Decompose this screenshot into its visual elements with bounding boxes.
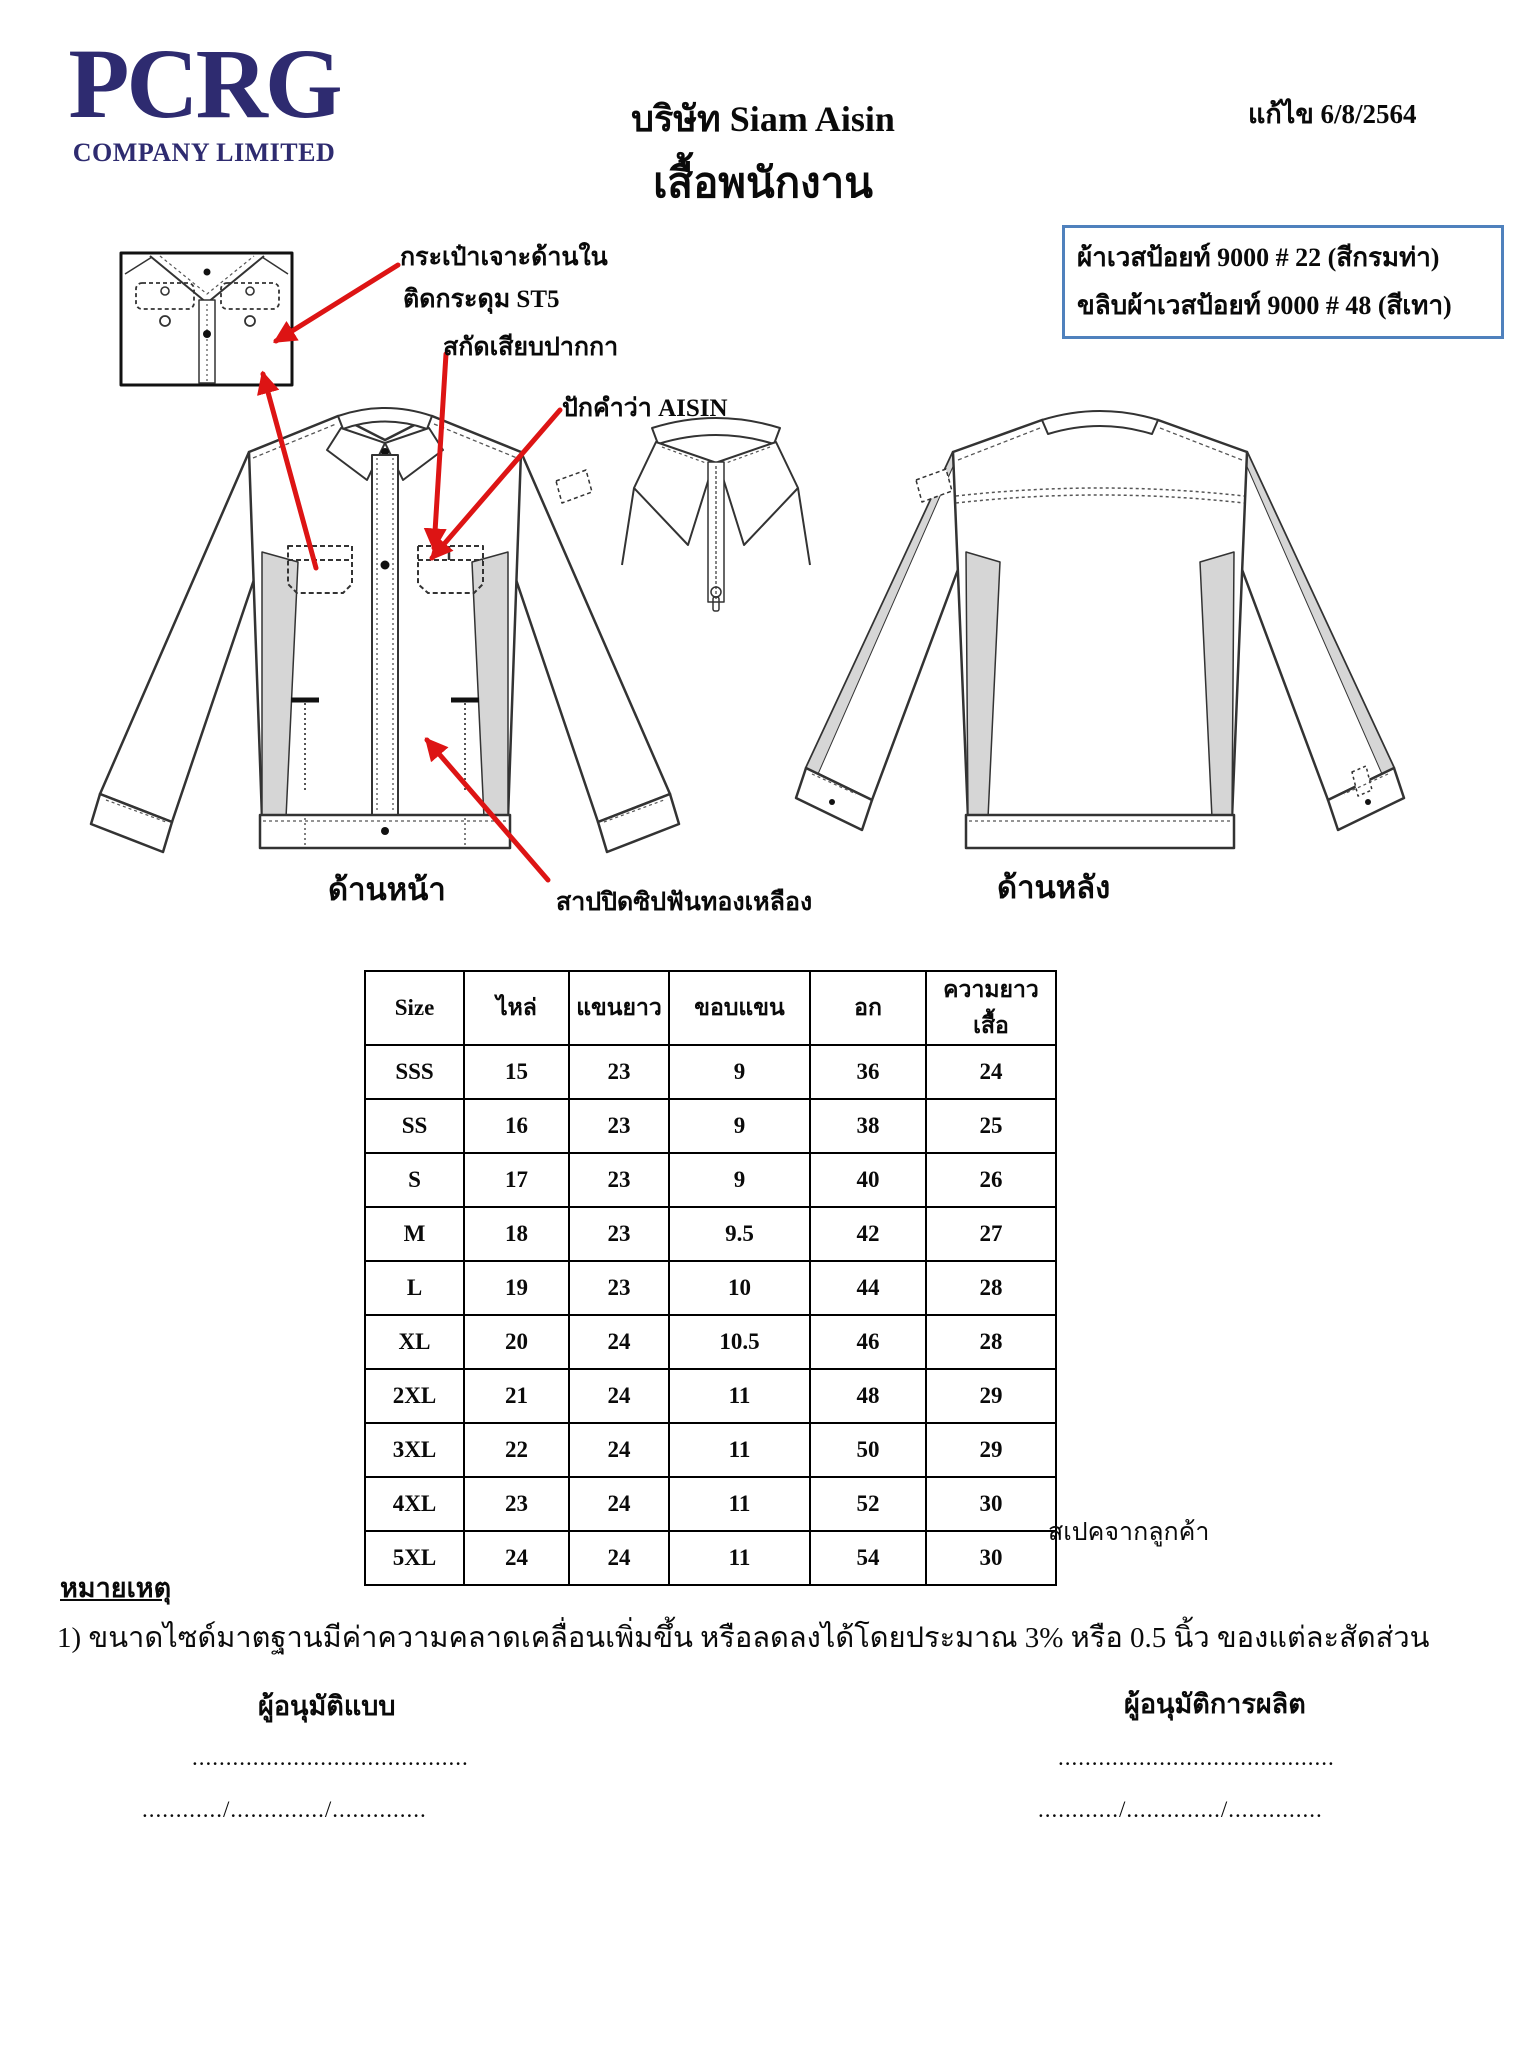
- table-cell: 23: [464, 1477, 569, 1531]
- front-view-drawing: [91, 408, 679, 852]
- design-date-line: ............/............../..............: [142, 1797, 427, 1822]
- table-cell: 27: [926, 1207, 1056, 1261]
- table-cell: 19: [464, 1261, 569, 1315]
- table-cell: 46: [810, 1315, 926, 1369]
- production-date-line: ............/............../..............: [1038, 1797, 1323, 1822]
- table-cell: 11: [669, 1423, 810, 1477]
- table-cell: 9.5: [669, 1207, 810, 1261]
- design-signature-line: .........................................: [192, 1745, 469, 1770]
- annotation-pen-slot: สกัดเสียบปากกา: [443, 334, 619, 361]
- table-cell: 16: [464, 1099, 569, 1153]
- table-cell: 2XL: [365, 1369, 464, 1423]
- table-cell: 24: [569, 1477, 669, 1531]
- design-approval-label: ผู้อนุมัติแบบ: [258, 1691, 396, 1721]
- table-cell: 52: [810, 1477, 926, 1531]
- revision-note: แก้ไข 6/8/2564: [1248, 99, 1417, 129]
- company-title: บริษัท Siam Aisin: [631, 99, 895, 139]
- table-cell: 38: [810, 1099, 926, 1153]
- table-row: [365, 1369, 1056, 1423]
- table-cell: 11: [669, 1369, 810, 1423]
- table-cell: 23: [569, 1099, 669, 1153]
- table-cell: S: [365, 1153, 464, 1207]
- back-view-drawing: [796, 411, 1404, 848]
- table-cell: 10.5: [669, 1315, 810, 1369]
- table-cell: 9: [669, 1045, 810, 1099]
- table-cell: 23: [569, 1045, 669, 1099]
- table-cell: 26: [926, 1153, 1056, 1207]
- table-cell: 25: [926, 1099, 1056, 1153]
- production-approval-label: ผู้อนุมัติการผลิต: [1124, 1689, 1306, 1719]
- annotation-embroidery: ปักคำว่า AISIN: [562, 395, 728, 422]
- logo-text: PCRG: [68, 28, 340, 139]
- note-item-1: 1) ขนาดไซด์มาตฐานมีค่าความคลาดเคลื่อนเพิ่มขึ้น หรือลดลงได้โดยประมาณ 3% หรือ 0.5 นิ้ว ของแต่ละสัดส่วน: [57, 1622, 1430, 1654]
- table-cell: 40: [810, 1153, 926, 1207]
- table-cell: 24: [569, 1531, 669, 1585]
- table-cell: 9: [669, 1153, 810, 1207]
- table-cell: XL: [365, 1315, 464, 1369]
- annotation-button: ติดกระดุม ST5: [403, 286, 560, 313]
- back-view-label: ด้านหลัง: [997, 870, 1111, 905]
- table-cell: 23: [569, 1153, 669, 1207]
- table-cell: 36: [810, 1045, 926, 1099]
- table-row: [365, 1477, 1056, 1531]
- table-cell: 30: [926, 1531, 1056, 1585]
- table-cell: 54: [810, 1531, 926, 1585]
- table-cell: 20: [464, 1315, 569, 1369]
- table-row: [365, 1045, 1056, 1099]
- table-cell: SS: [365, 1099, 464, 1153]
- column-header: อก: [810, 971, 926, 1045]
- table-cell: 17: [464, 1153, 569, 1207]
- table-cell: 24: [569, 1423, 669, 1477]
- table-cell: 11: [669, 1477, 810, 1531]
- table-cell: 15: [464, 1045, 569, 1099]
- table-cell: 23: [569, 1207, 669, 1261]
- annotation-inner-pocket: กระเป๋าเจาะด้านใน: [400, 244, 608, 271]
- column-header: ความยาวเสื้อ: [926, 971, 1056, 1045]
- table-cell: 44: [810, 1261, 926, 1315]
- table-cell: 29: [926, 1423, 1056, 1477]
- arrow-inner-pocket: [276, 265, 398, 341]
- table-cell: 24: [569, 1315, 669, 1369]
- table-cell: 42: [810, 1207, 926, 1261]
- table-row: [365, 1531, 1056, 1585]
- size-table: [364, 970, 1057, 1586]
- table-cell: 50: [810, 1423, 926, 1477]
- table-cell: 5XL: [365, 1531, 464, 1585]
- column-header: ไหล่: [464, 971, 569, 1045]
- table-cell: 48: [810, 1369, 926, 1423]
- notes-heading: หมายเหตุ: [60, 1573, 172, 1603]
- table-cell: M: [365, 1207, 464, 1261]
- size-table-head: [365, 971, 1056, 1045]
- table-row: [365, 1315, 1056, 1369]
- column-header: ขอบแขน: [669, 971, 810, 1045]
- fabric-line-2: ขลิบผ้าเวสป้อยท์ 9000 # 48 (สีเทา): [1077, 291, 1452, 321]
- table-cell: 29: [926, 1369, 1056, 1423]
- table-cell: 4XL: [365, 1477, 464, 1531]
- column-header: แขนยาว: [569, 971, 669, 1045]
- annotation-zipper: สาปปิดซิปฟันทองเหลือง: [556, 889, 813, 916]
- table-cell: 9: [669, 1099, 810, 1153]
- table-cell: 11: [669, 1531, 810, 1585]
- header-row: [365, 971, 1056, 1045]
- table-cell: 23: [569, 1261, 669, 1315]
- front-view-label: ด้านหน้า: [328, 872, 446, 907]
- table-cell: L: [365, 1261, 464, 1315]
- fabric-line-1: ผ้าเวสป้อยท์ 9000 # 22 (สีกรมท่า): [1077, 243, 1440, 272]
- table-cell: 22: [464, 1423, 569, 1477]
- table-cell: 28: [926, 1315, 1056, 1369]
- table-cell: 30: [926, 1477, 1056, 1531]
- logo-subtext: COMPANY LIMITED: [72, 138, 336, 167]
- table-row: [365, 1153, 1056, 1207]
- production-signature-line: .........................................: [1058, 1745, 1335, 1770]
- collar-detail-drawing: [622, 418, 810, 611]
- pocket-detail-inset: [121, 253, 292, 385]
- document-title: เสื้อพนักงาน: [653, 161, 873, 207]
- size-table-body: [365, 1045, 1056, 1585]
- table-cell: 28: [926, 1261, 1056, 1315]
- table-row: [365, 1207, 1056, 1261]
- table-cell: SSS: [365, 1045, 464, 1099]
- table-cell: 10: [669, 1261, 810, 1315]
- customer-spec-note: สเปคจากลูกค้า: [1048, 1518, 1210, 1546]
- table-cell: 3XL: [365, 1423, 464, 1477]
- table-cell: 24: [569, 1369, 669, 1423]
- table-cell: 21: [464, 1369, 569, 1423]
- table-row: [365, 1423, 1056, 1477]
- table-row: [365, 1099, 1056, 1153]
- table-cell: 24: [464, 1531, 569, 1585]
- table-cell: 24: [926, 1045, 1056, 1099]
- fabric-spec-box: [1062, 225, 1504, 339]
- table-row: [365, 1261, 1056, 1315]
- table-cell: 18: [464, 1207, 569, 1261]
- column-header: Size: [365, 971, 464, 1045]
